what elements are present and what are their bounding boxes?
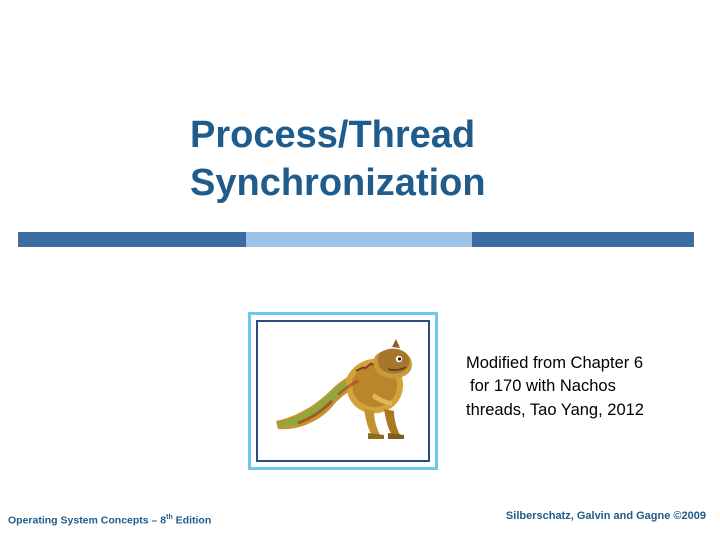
footer-right: Silberschatz, Galvin and Gagne ©2009 — [505, 510, 706, 522]
divider-bar-middle — [246, 232, 472, 247]
slide-caption — [466, 352, 710, 422]
caption-line-2: for 170 with Nachos — [470, 377, 616, 396]
title-line-2: Synchronization — [190, 161, 486, 204]
footer-left-superscript: th — [166, 513, 173, 521]
image-frame — [248, 312, 438, 470]
divider-bar-right — [472, 232, 694, 247]
caption-line-1: Modified from Chapter 6 — [466, 354, 643, 372]
title-line-1: Process/Thread — [190, 114, 476, 156]
divider-bar-left — [18, 232, 246, 247]
page-title — [190, 112, 670, 207]
footer-left-main: Operating System Concepts – 8 — [8, 514, 167, 526]
image-frame-inner — [256, 320, 430, 462]
caption-line-3: threads, Tao Yang, 2012 — [466, 400, 644, 419]
footer-left-tail: Edition — [172, 514, 212, 526]
footer-left — [8, 514, 211, 527]
dinosaur-illustration-icon — [268, 335, 418, 447]
